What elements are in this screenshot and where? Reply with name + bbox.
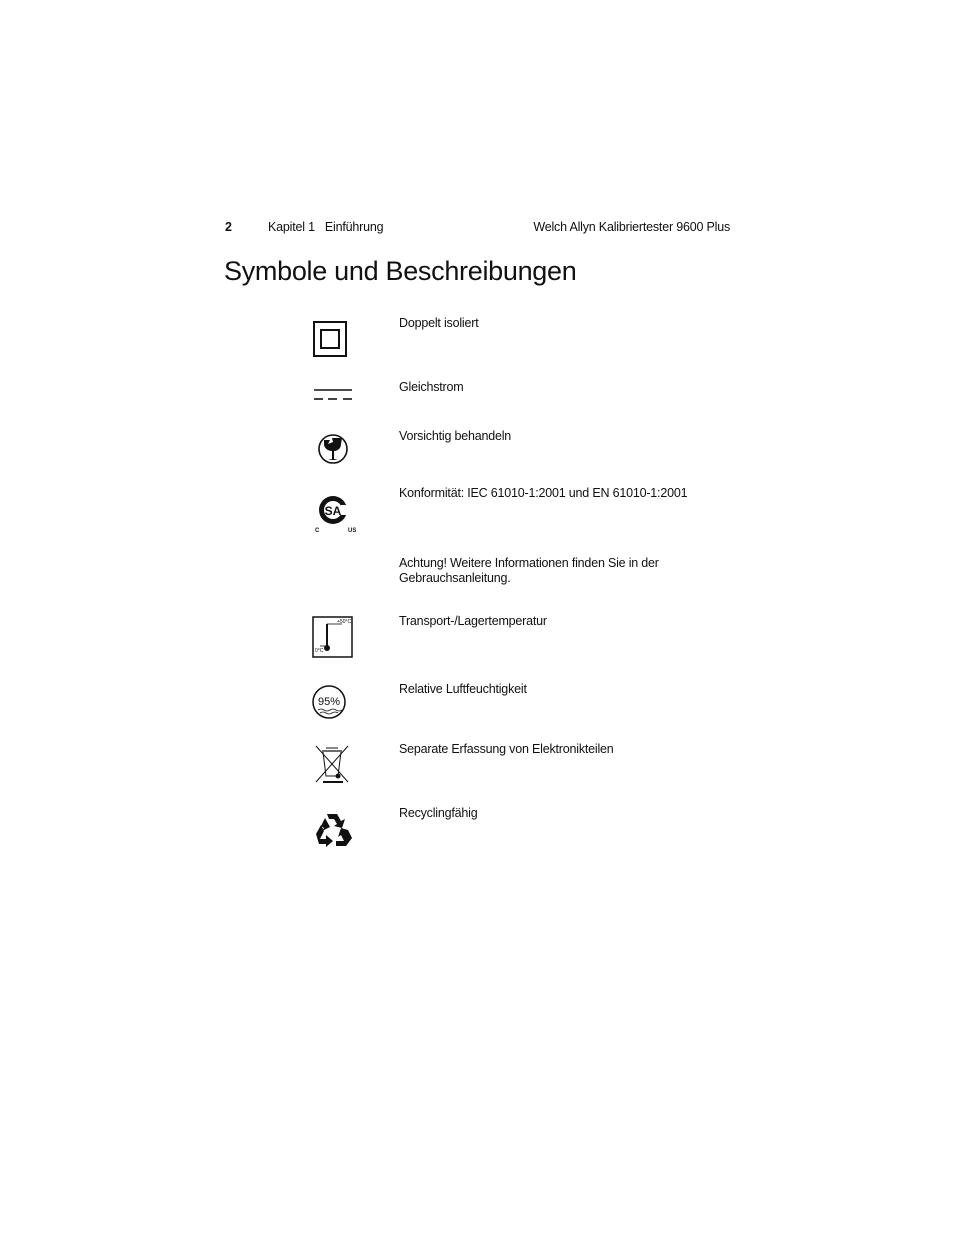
page-number: 2 [225, 220, 232, 234]
temperature-limit-icon [308, 614, 358, 664]
chapter-label: Kapitel 1 [268, 220, 315, 234]
csa-letters: SA [324, 504, 342, 518]
temperature-max-label: +50°C [337, 619, 352, 625]
csa-us-label: US [348, 528, 357, 534]
chapter-title: Einführung [324, 220, 384, 234]
humidity-limit-icon [308, 682, 358, 732]
symbol-description: Recyclingfähig [399, 806, 478, 820]
symbol-description: Relative Luftfeuchtigkeit [399, 682, 527, 696]
csa-c-label: C [315, 528, 320, 534]
symbol-description: Achtung! Weitere Informationen finden Sie in der Gebrauchsanleitung. [399, 556, 659, 585]
product-name: Welch Allyn Kalibriertester 9600 Plus [533, 220, 730, 234]
symbol-description: Separate Erfassung von Elektronikteilen [399, 742, 614, 756]
weee-crossed-bin-icon [308, 742, 358, 792]
csa-mark-icon [308, 486, 358, 536]
symbol-description: Gleichstrom [399, 380, 464, 394]
symbol-description: Vorsichtig behandeln [399, 429, 512, 443]
chapter-heading [268, 220, 383, 234]
fragile-handle-with-care-icon [308, 429, 358, 479]
recycling-icon [308, 806, 358, 856]
direct-current-icon [308, 380, 358, 430]
symbol-description: Konformität: IEC 61010-1:2001 und EN 61010-1:2001 [399, 486, 688, 500]
temperature-min-label: 0°C [315, 648, 324, 654]
page-title: Symbole und Beschreibungen [224, 256, 577, 286]
symbol-description: Doppelt isoliert [399, 316, 479, 330]
humidity-value-label: 95% [317, 696, 341, 708]
symbol-description: Transport-/Lagertemperatur [399, 614, 547, 628]
double-insulation-icon [308, 316, 358, 366]
